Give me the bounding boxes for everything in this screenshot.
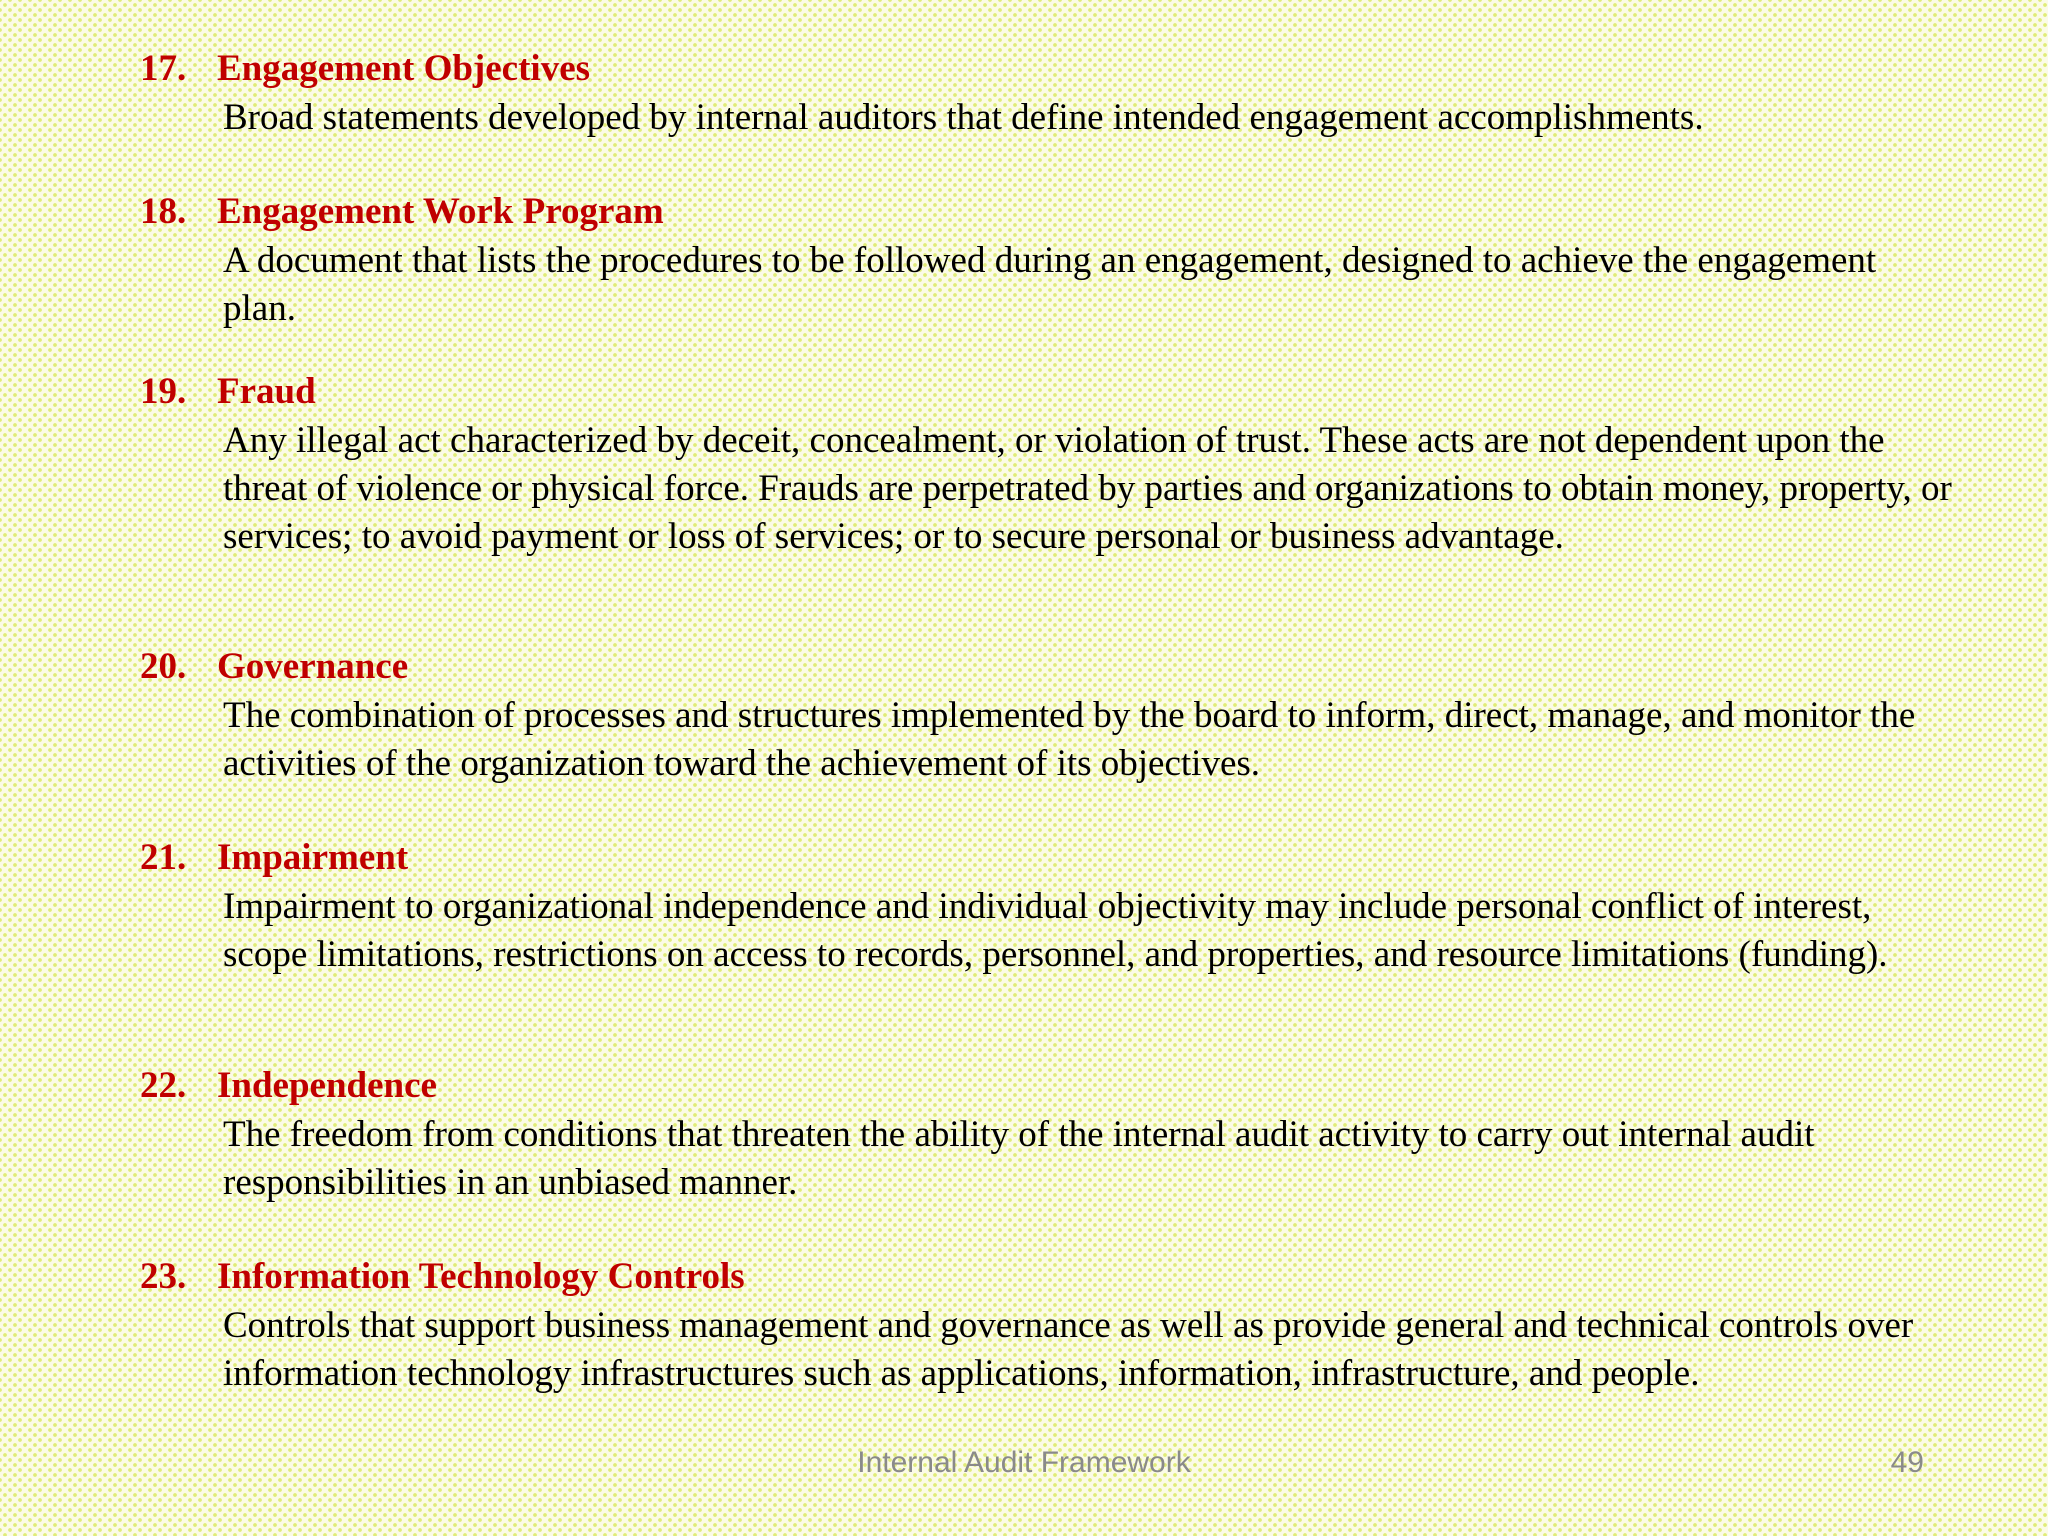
term-title: Governance — [217, 646, 409, 687]
glossary-entry-independence — [140, 1063, 1940, 1207]
term-heading — [140, 835, 1940, 883]
glossary-entry-fraud — [140, 369, 1952, 561]
term-title: Information Technology Controls — [217, 1256, 745, 1297]
glossary-entry-information-technology-controls — [140, 1254, 1940, 1398]
footer-title: Internal Audit Framework — [857, 1446, 1191, 1479]
term-heading — [140, 369, 1940, 417]
glossary-entry-engagement-objectives — [140, 46, 1940, 142]
term-heading — [140, 189, 1940, 237]
term-definition: Any illegal act characterized by deceit, concealment, or violation of trust. These acts are not dependent upon the threat of violence or physical force. Frauds are perpetrated by parties and organizations to obtain money, property, or services; to avoid payment or loss of services; or to secure personal or business advantage. — [223, 420, 1952, 557]
term-number: 17. — [140, 48, 187, 89]
glossary-entry-engagement-work-program — [140, 189, 1940, 333]
term-number: 22. — [140, 1065, 187, 1106]
term-heading — [140, 1063, 1940, 1111]
term-title: Engagement Work Program — [217, 191, 664, 232]
term-definition: A document that lists the procedures to be followed during an engagement, designed to achieve the engagement plan. — [223, 240, 1877, 329]
term-definition: Controls that support business management and governance as well as provide general and technical controls over information technology infrastructures such as applications, information, infrastructure, and people. — [223, 1305, 1914, 1394]
term-number: 20. — [140, 646, 187, 687]
term-definition: Impairment to organizational independence and individual objectivity may include personal conflict of interest, scope limitations, restrictions on access to records, personnel, and properties, and resource limitations (funding). — [223, 886, 1888, 975]
term-heading — [140, 1254, 1940, 1302]
term-definition: The freedom from conditions that threaten the ability of the internal audit activity to carry out internal audit responsibilities in an unbiased manner. — [223, 1114, 1815, 1203]
term-heading — [140, 644, 1940, 692]
term-title: Independence — [217, 1065, 437, 1106]
glossary-entry-impairment — [140, 835, 1940, 979]
term-heading — [140, 46, 1940, 94]
glossary-entry-governance — [140, 644, 1940, 788]
term-title: Impairment — [217, 837, 409, 878]
page-number: 49 — [1890, 1446, 1924, 1479]
term-number: 19. — [140, 371, 187, 412]
term-title: Engagement Objectives — [217, 48, 591, 89]
term-number: 18. — [140, 191, 187, 232]
term-title: Fraud — [217, 371, 316, 412]
term-definition: Broad statements developed by internal auditors that define intended engagement accomplishments. — [223, 97, 1704, 138]
term-number: 21. — [140, 837, 187, 878]
term-definition: The combination of processes and structures implemented by the board to inform, direct, manage, and monitor the activities of the organization toward the achievement of its objectives. — [223, 695, 1916, 784]
term-number: 23. — [140, 1256, 187, 1297]
